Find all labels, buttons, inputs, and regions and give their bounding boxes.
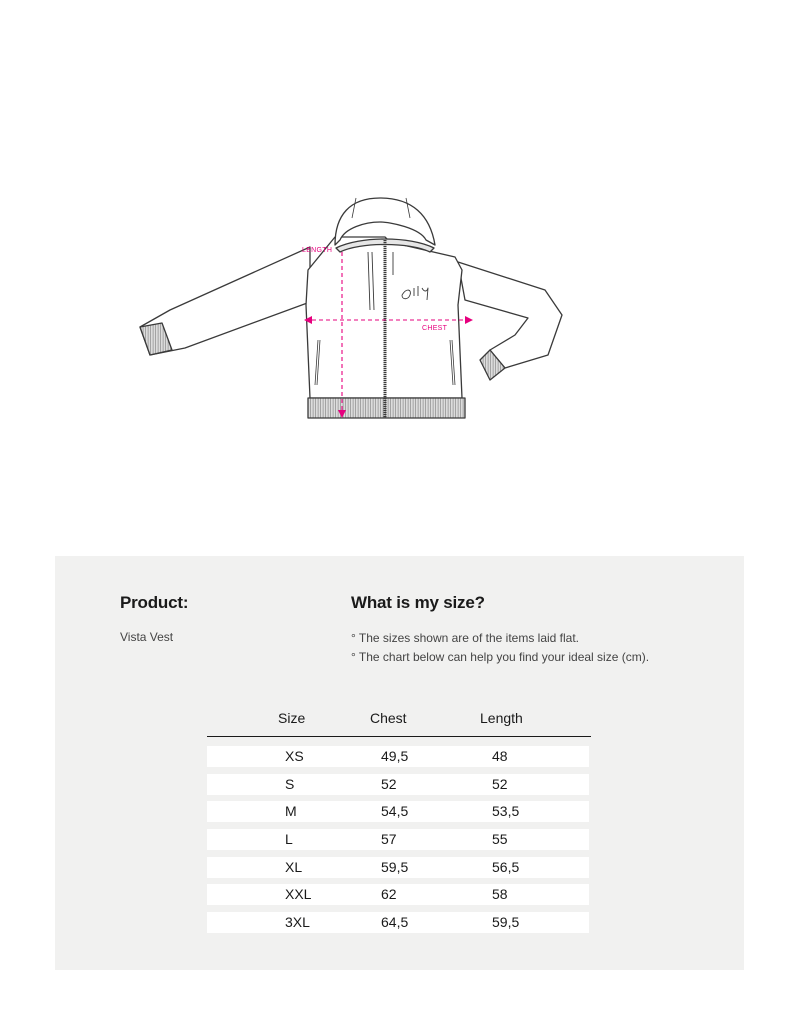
- size-info-panel: [55, 556, 744, 970]
- jacket-illustration: [130, 190, 570, 430]
- cell-size: L: [285, 831, 293, 848]
- product-name: Vista Vest: [120, 630, 174, 644]
- cell-length: 53,5: [492, 803, 520, 820]
- sizing-notes: [351, 629, 649, 667]
- cell-chest: 49,5: [381, 748, 409, 764]
- cell-size: 3XL: [285, 914, 310, 931]
- header-size: Size: [278, 710, 306, 726]
- sizing-note: ° The sizes shown are of the items laid flat.: [351, 631, 580, 645]
- sizing-note: ° The chart below can help you find your ideal size (cm).: [351, 650, 650, 664]
- product-heading: Product:: [120, 593, 189, 612]
- table-body: [207, 746, 591, 933]
- cell-chest: 64,5: [381, 914, 409, 931]
- size-heading: What is my size?: [351, 593, 485, 612]
- cell-chest: 57: [381, 831, 397, 848]
- cell-size: XXL: [285, 886, 312, 903]
- table-row: [207, 884, 589, 905]
- cell-chest: 62: [381, 886, 397, 903]
- cell-length: 48: [492, 748, 508, 764]
- size-table: [207, 706, 591, 940]
- right-sleeve: [458, 262, 562, 368]
- cell-size: XS: [285, 748, 304, 764]
- cell-size: M: [285, 803, 297, 820]
- table-header: [207, 706, 591, 737]
- table-row: [207, 912, 589, 933]
- table-row: [207, 746, 589, 767]
- header-length: Length: [480, 710, 523, 726]
- cell-chest: 59,5: [381, 858, 409, 875]
- cell-length: 56,5: [492, 858, 520, 875]
- cell-chest: 54,5: [381, 803, 409, 820]
- cell-length: 59,5: [492, 914, 520, 931]
- table-row: [207, 829, 589, 850]
- cell-chest: 52: [381, 775, 397, 792]
- header-chest: Chest: [370, 710, 407, 726]
- cell-length: 55: [492, 831, 508, 848]
- cell-length: 58: [492, 886, 508, 903]
- chest-label: CHEST: [422, 325, 448, 332]
- cell-size: XL: [285, 858, 303, 875]
- length-label: LENGTH: [302, 247, 333, 254]
- cell-length: 52: [492, 775, 508, 792]
- table-row: [207, 857, 589, 878]
- table-row: [207, 801, 589, 822]
- cell-size: S: [285, 775, 295, 792]
- table-row: [207, 774, 589, 795]
